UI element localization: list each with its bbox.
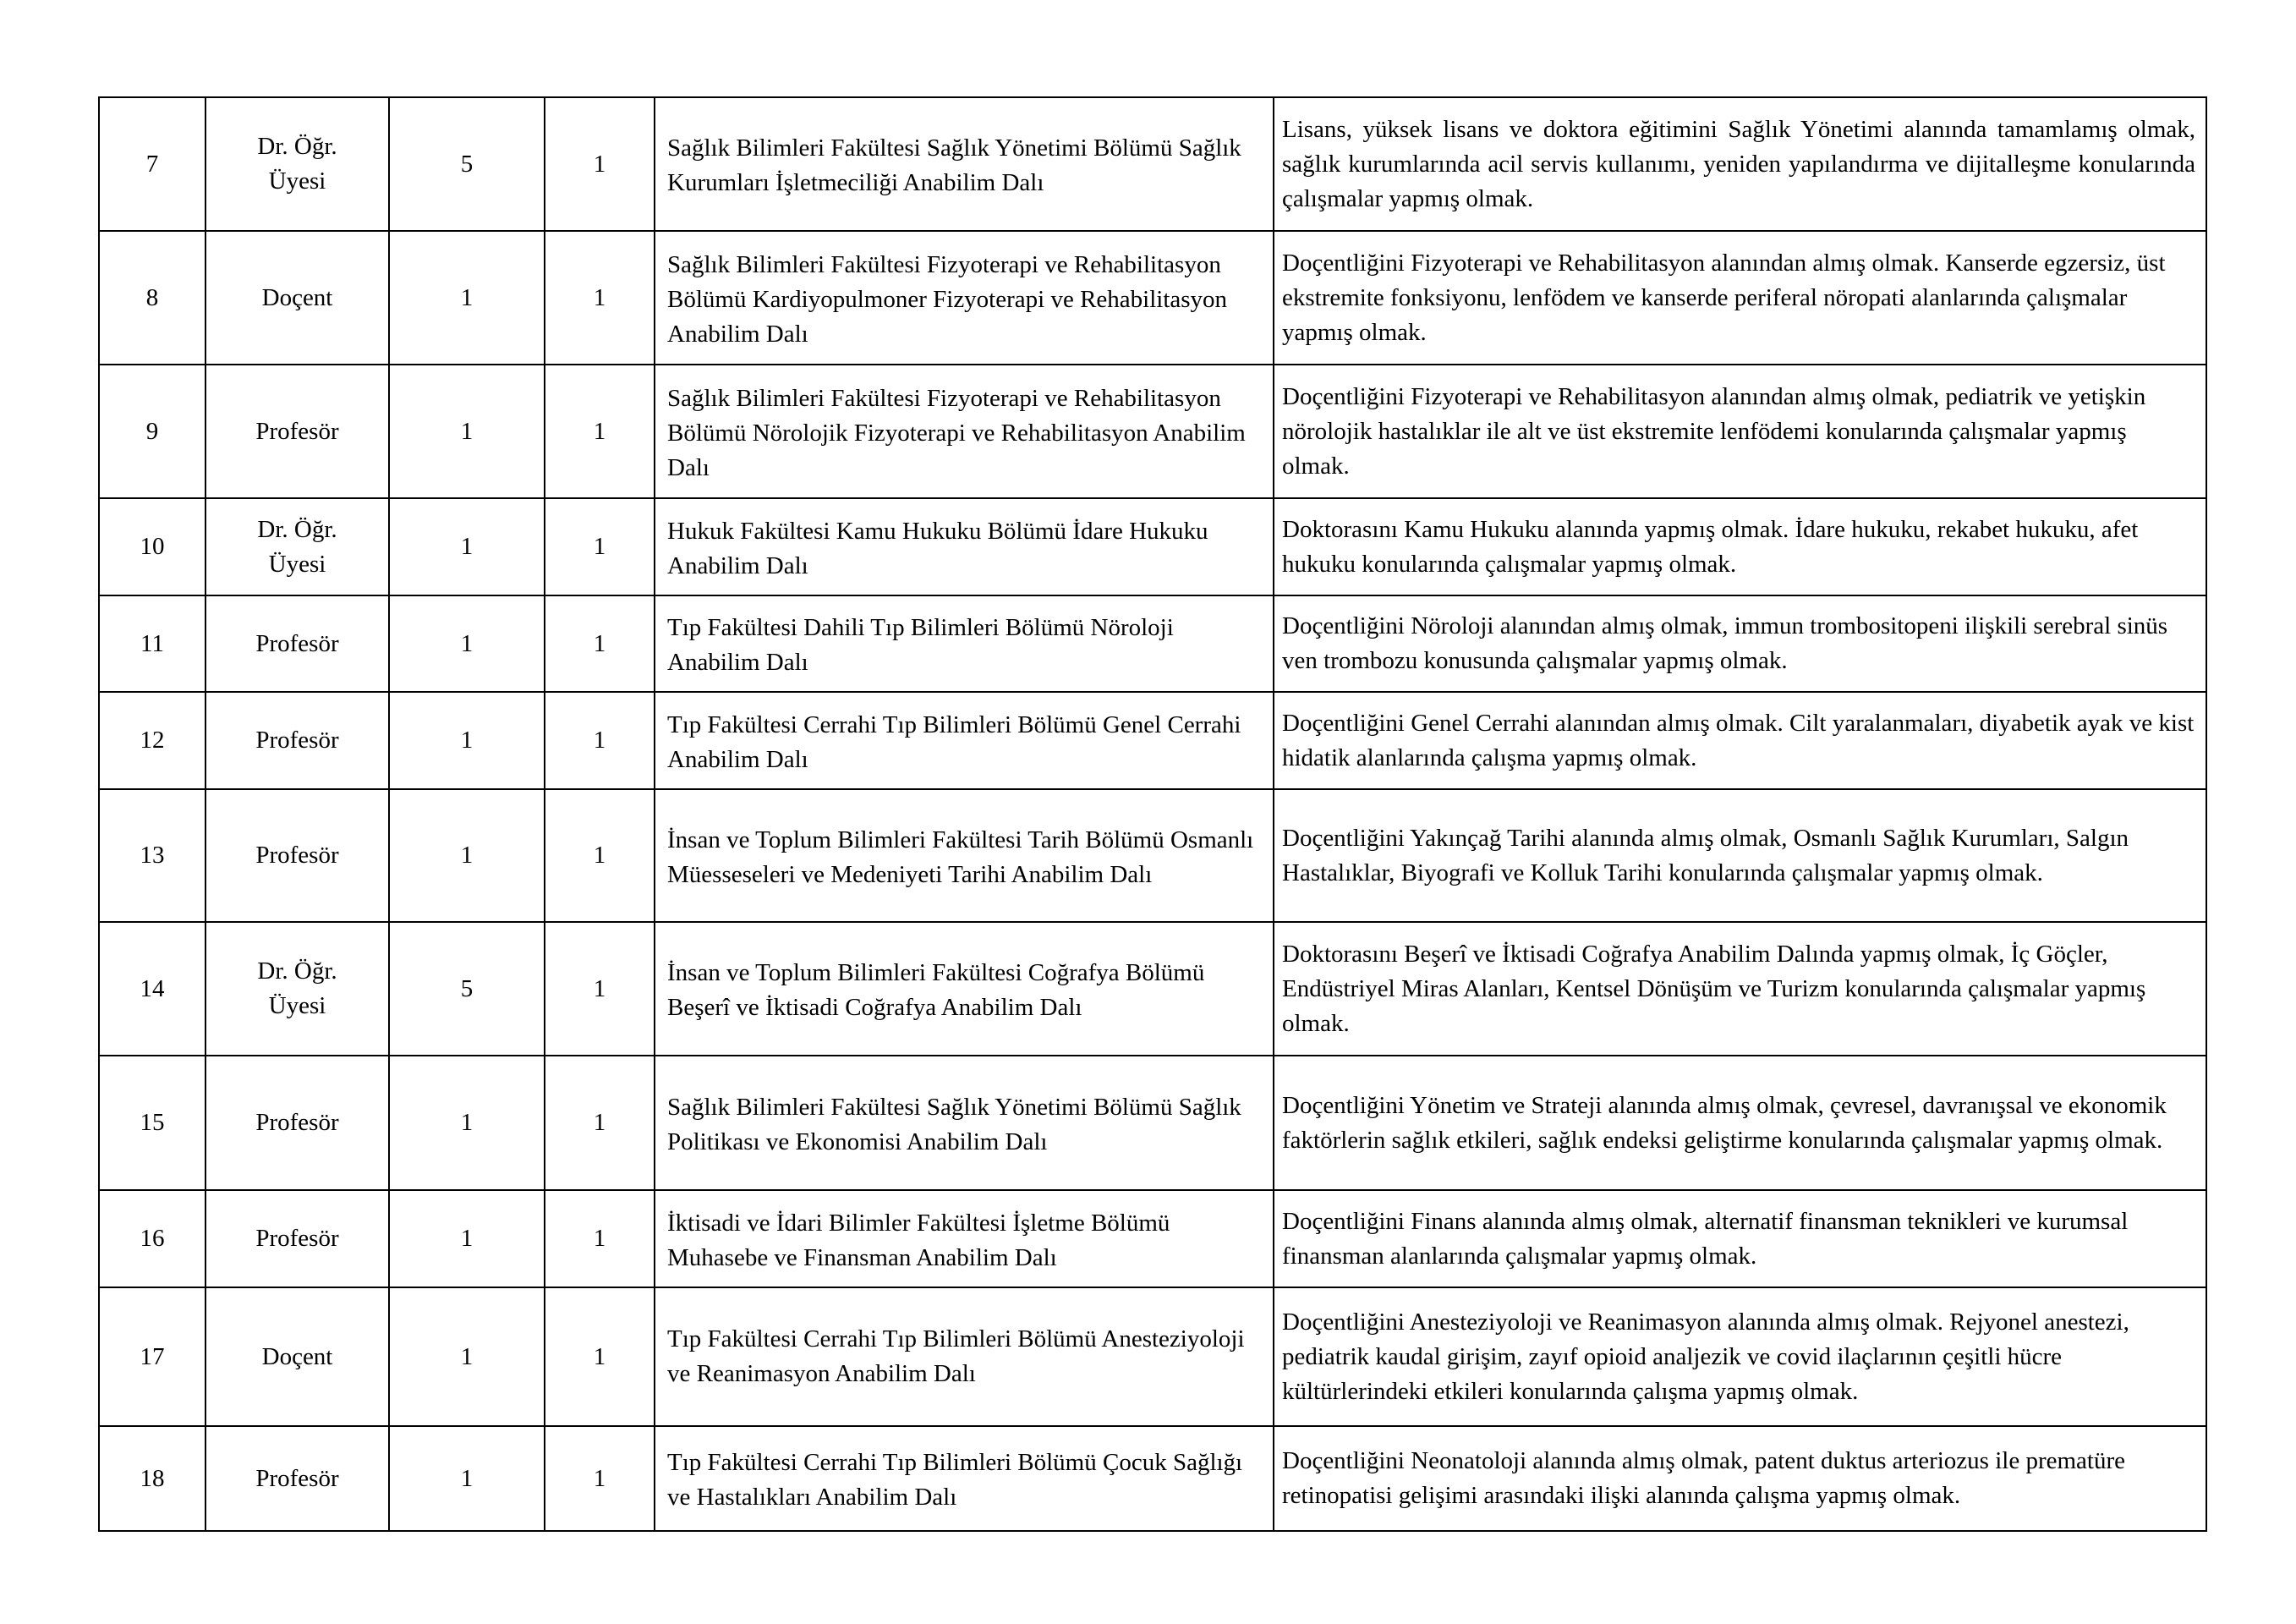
academic-title-line2: Üyesi <box>268 167 326 195</box>
requirements: Doçentliğini Anesteziyoloji ve Reanimasyon alanında almış olmak. Rejyonel anestezi, pediatrik kaudal girişim, zayıf opioid analjezik ve covid ilaçlarının çeşitli hücre kültürlerindeki etkileri konularında çalışma yapmış olmak. <box>1274 1287 2206 1426</box>
table-row <box>99 1056 2206 1190</box>
academic-title-line1: Doçent <box>261 283 333 311</box>
position-quota: 1 <box>545 922 655 1056</box>
academic-title-line1: Profesör <box>255 1225 339 1252</box>
academic-title <box>205 1287 389 1426</box>
department: İnsan ve Toplum Bilimleri Fakültesi Tarih Bölümü Osmanlı Müesseseleri ve Medeniyeti Tarihi Anabilim Dalı <box>655 789 1274 922</box>
position-quota: 1 <box>545 1056 655 1190</box>
requirements: Doçentliğini Fizyoterapi ve Rehabilitasyon alanından almış olmak. Kanserde egzersiz, üst ekstremite fonksiyonu, lenfödem ve kanserde periferal nöropati alanlarında çalışmalar yapmış olmak. <box>1274 231 2206 365</box>
row-number: 9 <box>99 365 205 498</box>
requirements: Doçentliğini Neonatoloji alanında almış olmak, patent duktus arteriozus ile prematüre retinopatisi gelişimi arasındaki ilişki alanında çalışma yapmış olmak. <box>1274 1426 2206 1531</box>
requirements: Lisans, yüksek lisans ve doktora eğitimini Sağlık Yönetimi alanında tamamlamış olmak, sağlık kurumlarında acil servis kullanımı, yeniden yapılandırma ve dijitalleşme konularında çalışmalar yapmış olmak. <box>1274 97 2206 231</box>
table-row <box>99 231 2206 365</box>
row-number: 8 <box>99 231 205 365</box>
row-number: 18 <box>99 1426 205 1531</box>
row-number: 11 <box>99 595 205 692</box>
position-quota: 1 <box>545 498 655 595</box>
position-quota: 1 <box>545 595 655 692</box>
position-quota: 1 <box>545 231 655 365</box>
academic-title <box>205 1056 389 1190</box>
table-row <box>99 498 2206 595</box>
position-quota: 1 <box>545 1190 655 1287</box>
academic-title <box>205 365 389 498</box>
academic-title-line1: Profesör <box>255 1109 339 1136</box>
row-number: 7 <box>99 97 205 231</box>
position-count: 5 <box>389 97 545 231</box>
requirements: Doçentliğini Yakınçağ Tarihi alanında almış olmak, Osmanlı Sağlık Kurumları, Salgın Hastalıklar, Biyografi ve Kolluk Tarihi konularında çalışmalar yapmış olmak. <box>1274 789 2206 922</box>
academic-title <box>205 1190 389 1287</box>
position-quota: 1 <box>545 692 655 789</box>
row-number: 15 <box>99 1056 205 1190</box>
academic-title-line1: Profesör <box>255 629 339 657</box>
academic-positions-table <box>98 96 2207 1532</box>
table-row <box>99 1287 2206 1426</box>
academic-title <box>205 231 389 365</box>
department: Sağlık Bilimleri Fakültesi Sağlık Yönetimi Bölümü Sağlık Politikası ve Ekonomisi Anabilim Dalı <box>655 1056 1274 1190</box>
department: Hukuk Fakültesi Kamu Hukuku Bölümü İdare Hukuku Anabilim Dalı <box>655 498 1274 595</box>
position-count: 1 <box>389 1190 545 1287</box>
academic-title <box>205 692 389 789</box>
academic-title-line1: Dr. Öğr. <box>257 957 337 985</box>
department: Tıp Fakültesi Cerrahi Tıp Bilimleri Bölümü Genel Cerrahi Anabilim Dalı <box>655 692 1274 789</box>
academic-title-line2: Üyesi <box>268 550 326 578</box>
academic-title <box>205 498 389 595</box>
position-quota: 1 <box>545 1287 655 1426</box>
academic-title-line1: Dr. Öğr. <box>257 515 337 543</box>
academic-title-line1: Profesör <box>255 417 339 445</box>
table-row <box>99 595 2206 692</box>
academic-title <box>205 789 389 922</box>
position-count: 1 <box>389 789 545 922</box>
position-count: 1 <box>389 365 545 498</box>
position-count: 1 <box>389 1287 545 1426</box>
requirements: Doçentliğini Genel Cerrahi alanından almış olmak. Cilt yaralanmaları, diyabetik ayak ve kist hidatik alanlarında çalışma yapmış olmak. <box>1274 692 2206 789</box>
table-row <box>99 365 2206 498</box>
row-number: 16 <box>99 1190 205 1287</box>
requirements: Doçentliğini Fizyoterapi ve Rehabilitasyon alanından almış olmak, pediatrik ve yetişkin nörolojik hastalıklar ile alt ve üst ekstremite lenfödemi konularında çalışmalar yapmış olmak. <box>1274 365 2206 498</box>
academic-title-line2: Üyesi <box>268 992 326 1019</box>
department: Tıp Fakültesi Cerrahi Tıp Bilimleri Bölümü Anesteziyoloji ve Reanimasyon Anabilim Dalı <box>655 1287 1274 1426</box>
position-count: 1 <box>389 231 545 365</box>
academic-title-line1: Doçent <box>261 1342 333 1370</box>
row-number: 12 <box>99 692 205 789</box>
department: Tıp Fakültesi Dahili Tıp Bilimleri Bölümü Nöroloji Anabilim Dalı <box>655 595 1274 692</box>
row-number: 10 <box>99 498 205 595</box>
position-quota: 1 <box>545 97 655 231</box>
table-row <box>99 789 2206 922</box>
department: İktisadi ve İdari Bilimler Fakültesi İşletme Bölümü Muhasebe ve Finansman Anabilim Dalı <box>655 1190 1274 1287</box>
requirements: Doçentliğini Nöroloji alanından almış olmak, immun trombositopeni ilişkili serebral sinüs ven trombozu konusunda çalışmalar yapmış olmak. <box>1274 595 2206 692</box>
department: Sağlık Bilimleri Fakültesi Fizyoterapi ve Rehabilitasyon Bölümü Nörolojik Fizyoterapi ve Rehabilitasyon Anabilim Dalı <box>655 365 1274 498</box>
requirements: Doktorasını Kamu Hukuku alanında yapmış olmak. İdare hukuku, rekabet hukuku, afet hukuku konularında çalışmalar yapmış olmak. <box>1274 498 2206 595</box>
requirements: Doktorasını Beşerî ve İktisadi Coğrafya Anabilim Dalında yapmış olmak, İç Göçler, Endüstriyel Miras Alanları, Kentsel Dönüşüm ve Turizm konularında çalışmalar yapmış olmak. <box>1274 922 2206 1056</box>
academic-title <box>205 1426 389 1531</box>
table-row <box>99 692 2206 789</box>
table-row <box>99 97 2206 231</box>
position-count: 1 <box>389 1426 545 1531</box>
academic-title <box>205 97 389 231</box>
academic-title <box>205 595 389 692</box>
academic-title-line1: Profesör <box>255 842 339 869</box>
department: İnsan ve Toplum Bilimleri Fakültesi Coğrafya Bölümü Beşerî ve İktisadi Coğrafya Anabilim Dalı <box>655 922 1274 1056</box>
academic-title-line1: Profesör <box>255 1464 339 1492</box>
requirements: Doçentliğini Yönetim ve Strateji alanında almış olmak, çevresel, davranışsal ve ekonomik faktörlerin sağlık etkileri, sağlık endeksi geliştirme konularında çalışmalar yapmış olmak. <box>1274 1056 2206 1190</box>
row-number: 13 <box>99 789 205 922</box>
row-number: 14 <box>99 922 205 1056</box>
table-row <box>99 1426 2206 1531</box>
department: Sağlık Bilimleri Fakültesi Fizyoterapi ve Rehabilitasyon Bölümü Kardiyopulmoner Fizyoterapi ve Rehabilitasyon Anabilim Dalı <box>655 231 1274 365</box>
academic-title-line1: Profesör <box>255 727 339 754</box>
position-quota: 1 <box>545 789 655 922</box>
position-quota: 1 <box>545 365 655 498</box>
position-count: 1 <box>389 1056 545 1190</box>
position-count: 1 <box>389 498 545 595</box>
position-count: 5 <box>389 922 545 1056</box>
position-count: 1 <box>389 692 545 789</box>
table-row <box>99 1190 2206 1287</box>
department: Tıp Fakültesi Cerrahi Tıp Bilimleri Bölümü Çocuk Sağlığı ve Hastalıkları Anabilim Dalı <box>655 1426 1274 1531</box>
row-number: 17 <box>99 1287 205 1426</box>
requirements: Doçentliğini Finans alanında almış olmak, alternatif finansman teknikleri ve kurumsal finansman alanlarında çalışmalar yapmış olmak. <box>1274 1190 2206 1287</box>
position-count: 1 <box>389 595 545 692</box>
academic-title-line1: Dr. Öğr. <box>257 133 337 160</box>
academic-title <box>205 922 389 1056</box>
position-quota: 1 <box>545 1426 655 1531</box>
table-row <box>99 922 2206 1056</box>
department: Sağlık Bilimleri Fakültesi Sağlık Yönetimi Bölümü Sağlık Kurumları İşletmeciliği Anabilim Dalı <box>655 97 1274 231</box>
